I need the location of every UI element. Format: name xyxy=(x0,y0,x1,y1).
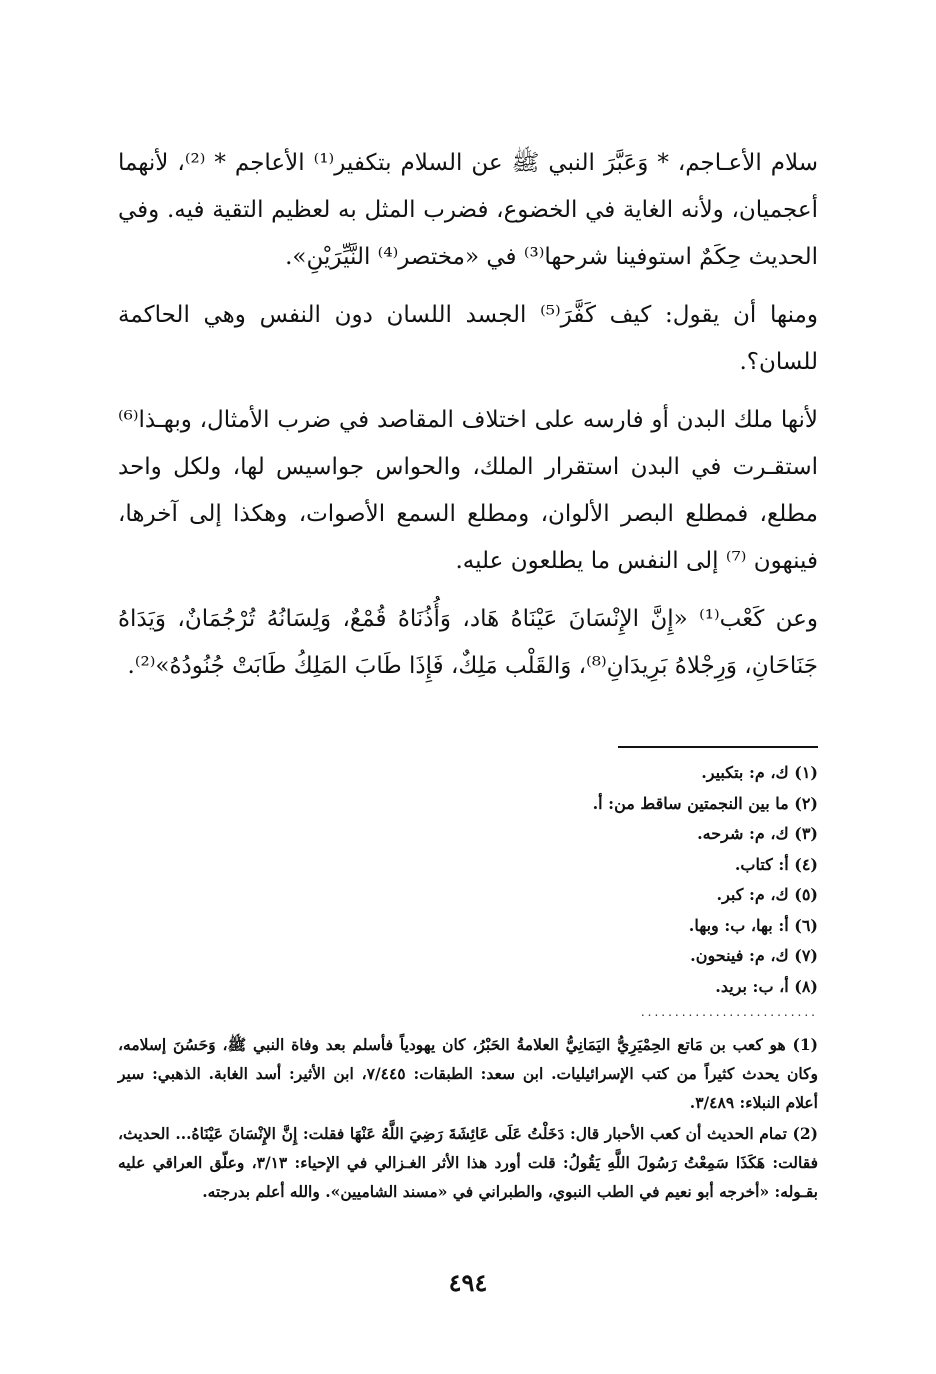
footnote-variant: (٨) أ، ب: بريد. xyxy=(715,976,818,996)
paragraph-answer: لأنها ملك البدن أو فارسه على اختلاف المقاصد في ضرب الأمثال، وبهـذا⁽⁶⁾ استقـرت في البدن استقرار الملك، والحواس جواسيس لها، ولكل واحد مطلع، فمطلع البصر الألوان، ومطلع السمع الأصوات، وهكذا إلى آخرها، فينهون ⁽⁷⁾ إلى النفس ما يطلعون عليه. xyxy=(118,407,818,574)
footnote-variant: (١) ك، م: بتكبير. xyxy=(701,763,818,782)
main-text xyxy=(118,140,818,701)
paragraph-question: ومنها أن يقول: كيف كَفَّرَ⁽⁵⁾ الجسد اللسان دون النفس وهي الحاكمة للسان؟. xyxy=(118,302,818,375)
footnote-divider xyxy=(618,746,818,748)
paragraph-kaab-hadith: وعن كَعْب⁽¹⁾ «إِنَّ الإِنْسَانَ عَيْنَاهُ هَاد، وَأُذُنَاهُ قُمْعٌ، وَلِسَانُهُ تُرْجُمَانٌ، وَيَدَاهُ جَنَاحَانِ، وَرِجْلاهُ بَرِيدَانِ⁽⁸⁾، وَالقَلْب مَلِكٌ، فَإِذَا طَابَ المَلِكُ طَابَتْ جُنُودُهُ»⁽²⁾. xyxy=(118,606,818,679)
source-footnotes xyxy=(118,1030,818,1208)
paragraph-salam: سلام الأعـاجم، * وَعَبَّرَ النبي ﷺ عن السلام بتكفير⁽¹⁾ الأعاجم * ⁽²⁾، لأنهما أعجميان، ولأنه الغاية في الخضوع، فضرب المثل به لعظيم التقية فيه. وفي الحديث حِكَمٌ استوفينا شرحها⁽³⁾ في «مختصر⁽⁴⁾ النَّيِّرَيْنِ». xyxy=(118,150,818,270)
footnote-variant: (٥) ك، م: كبر. xyxy=(716,885,818,904)
footnote-variant: (٤) أ: كتاب. xyxy=(734,854,818,874)
footnote-variant: (٣) ك، م: شرحه. xyxy=(697,824,818,843)
dotted-separator: .......................... xyxy=(640,1005,818,1019)
footnote-variant: (٢) ما بين النجمتين ساقط من: أ. xyxy=(592,793,818,813)
footnote-kaab-biography: (1) هو كعب بن مَاتع الحِمْيَرِيُّ اليَمَانِيُّ العلامةُ الحَبْرُ، كان يهودياً فأسلم بعد وفاة النبي ﷺ، وَحَسُنَ إسلامه، وكان يحدث كثيراً من كتب الإسرائيليات. ابن سعد: الطبقات: ٧/٤٤٥، ابن الأثير: أسد الغابة. الذهبي: سير أعلام النبلاء: ٣/٤٨٩. xyxy=(118,1035,818,1112)
footnote-variant: (٦) أ: بها، ب: وبها. xyxy=(688,915,818,935)
variant-footnotes xyxy=(118,758,818,1002)
footnote-hadith-source: (2) تمام الحديث أن كعب الأحبار قال: دَخَلْتُ عَلَى عَائِشَةَ رَضِيَ اللَّهُ عَنْهَا فقلت: إِنَّ الإِنْسَانَ عَيْنَاهُ... الحديث، فقالت: هَكَذَا سَمِعْتُ رَسُولَ اللَّهِ يَقُولُ: قلت أورد هذا الأثر الغـزالي في الإحياء: ٣/١٣، وعلّق العراقي عليه بقـوله: «أخرجه أبو نعيم في الطب النبوي، والطبراني في «مسند الشاميين». والله أعلم بدرجته. xyxy=(118,1124,818,1201)
page-number: ٤٩٤ xyxy=(448,1268,488,1297)
footnote-variant: (٧) ك، م: فينحون. xyxy=(690,946,818,965)
